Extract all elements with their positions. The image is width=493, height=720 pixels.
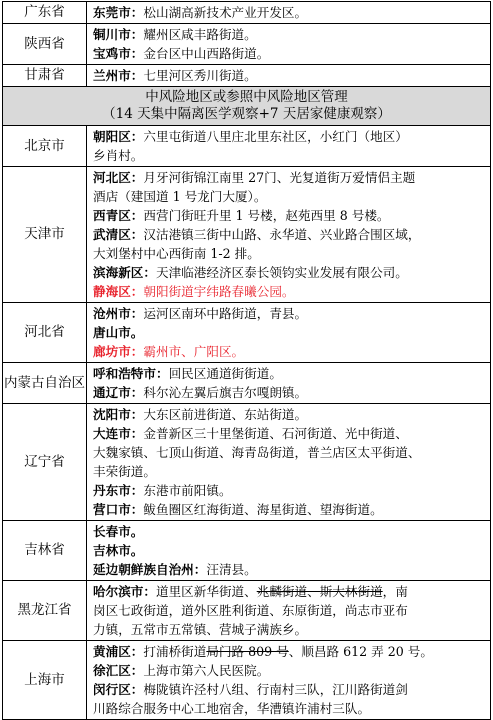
province-cell: 甘肃省 <box>3 65 87 87</box>
table-row <box>3 404 491 521</box>
area-text-struck: 兆麟街道、斯大林街道 <box>256 584 383 599</box>
province-cell: 内蒙古自治区 <box>3 363 87 404</box>
areas-cell <box>87 126 491 167</box>
area-text: 大东区前进街道、东站街道。 <box>143 407 308 422</box>
area-line: 大刘堡村中心西街南 1-2 排。 <box>93 246 260 261</box>
city-name: 沧州市： <box>93 306 144 321</box>
areas-cell <box>87 2 491 24</box>
areas-cell <box>87 521 491 581</box>
area-text-struck: 局门路 809 号 <box>206 644 289 659</box>
table-row <box>3 363 491 404</box>
area-text: 汉沽港镇三街中山路、永华道、兴业路合围区域， <box>143 227 421 242</box>
area-line: 乡肖村。 <box>93 148 144 163</box>
city-name: 闵行区： <box>93 682 144 697</box>
table-row <box>3 581 491 641</box>
area-line <box>93 263 484 282</box>
table-row <box>3 521 491 581</box>
area-text: 运河区南环中路街道，青县。 <box>143 306 308 321</box>
province-cell: 上海市 <box>3 641 87 720</box>
area-line: 川路综合服务中心工地宿舍，华漕镇许浦村三队。 <box>93 701 371 716</box>
area-line <box>93 225 484 244</box>
city-name: 兰州市： <box>93 68 144 83</box>
area-text: 鲅鱼圈区红海街道、海星街道、望海街道。 <box>143 502 383 517</box>
area-text: 金普新区三十里堡街道、石河街道、光中街道、 <box>143 426 408 441</box>
area-line <box>93 3 484 22</box>
province-cell: 陕西省 <box>3 24 87 65</box>
section-subtitle: （14 天集中隔离医学观察+7 天居家健康观察） <box>102 106 391 122</box>
city-name: 廊坊市： <box>93 344 144 359</box>
areas-cell <box>87 641 491 720</box>
city-name: 河北区： <box>93 170 144 185</box>
area-line: 力镇，五常市五常镇、营城子满族乡。 <box>93 622 308 637</box>
table-row <box>3 24 491 65</box>
city-name: 唐山市。 <box>93 325 144 340</box>
area-line <box>93 383 484 402</box>
city-name: 营口市： <box>93 502 144 517</box>
area-line <box>93 206 484 225</box>
area-line <box>93 500 484 519</box>
area-text: 、顺昌路 612 弄 20 号。 <box>288 644 433 659</box>
area-line: 岗区七政街道，道外区胜利街道、东原街道，尚志市亚布 <box>93 603 408 618</box>
area-line <box>93 522 484 541</box>
areas-cell <box>87 65 491 87</box>
province-cell: 北京市 <box>3 126 87 167</box>
city-name: 长春市。 <box>93 524 144 539</box>
risk-area-table <box>2 1 491 720</box>
area-text: 西营门街旺升里 1 号楼，赵苑西里 8 号楼。 <box>143 208 390 223</box>
area-text: 东港市前阳镇。 <box>143 483 232 498</box>
area-line <box>93 25 484 44</box>
area-text: 金台区中山西路街道。 <box>143 46 270 61</box>
area-text: 霸州市、广阳区。 <box>143 344 245 359</box>
table-row <box>3 641 491 720</box>
areas-cell <box>87 303 491 363</box>
areas-cell <box>87 24 491 65</box>
area-line: 丰荣街道。 <box>93 464 156 479</box>
area-line <box>93 168 484 187</box>
province-cell: 广东省 <box>3 2 87 24</box>
area-text: 松山湖高新技术产业开发区。 <box>143 5 308 20</box>
area-text: 科尔沁左翼后旗吉尔嘎朗镇。 <box>143 385 308 400</box>
city-name: 东莞市： <box>93 5 144 20</box>
area-line <box>93 582 484 601</box>
area-line <box>93 541 484 560</box>
city-name: 武清区： <box>93 227 144 242</box>
city-name: 丹东市： <box>93 483 144 498</box>
area-line-highlighted <box>93 342 484 361</box>
areas-cell <box>87 404 491 521</box>
area-text: 月牙河街锦江南里 27门、光复道街万爱情侣主题 <box>143 170 416 185</box>
city-name: 静海区： <box>93 284 144 299</box>
area-text: 上海市第六人民医院。 <box>143 663 270 678</box>
city-name: 西青区： <box>93 208 144 223</box>
area-text: 梅陇镇许泾村八组、行南村三队，江川路街道剑 <box>143 682 408 697</box>
city-name: 吉林市。 <box>93 543 144 558</box>
area-line: 酒店（建国道 1 号龙门大厦）。 <box>93 189 267 204</box>
area-text: 耀州区咸丰路街道。 <box>143 27 257 42</box>
province-cell: 天津市 <box>3 167 87 303</box>
area-line <box>93 481 484 500</box>
city-name: 铜川市： <box>93 27 144 42</box>
area-text: 道里区新华街道、 <box>155 584 257 599</box>
area-text: 六里屯街道八里庄北里东社区，小红门（地区） <box>143 129 408 144</box>
area-line <box>93 127 484 146</box>
city-name: 宝鸡市： <box>93 46 144 61</box>
table-row <box>3 65 491 87</box>
area-line <box>93 642 484 661</box>
area-text: 天津临港经济区泰长领钧实业发展有限公司。 <box>155 265 408 280</box>
areas-cell <box>87 581 491 641</box>
province-cell: 河北省 <box>3 303 87 363</box>
city-name: 大连市： <box>93 426 144 441</box>
city-name: 延边朝鲜族自治州： <box>93 562 207 577</box>
city-name: 朝阳区： <box>93 129 144 144</box>
city-name: 滨海新区： <box>93 265 156 280</box>
area-text: 朝阳街道宇纬路春曦公园。 <box>143 284 295 299</box>
area-line <box>93 661 484 680</box>
city-name: 黄浦区： <box>93 644 144 659</box>
table-row <box>3 2 491 24</box>
area-text: 七里河区秀川街道。 <box>143 68 257 83</box>
table-row <box>3 126 491 167</box>
city-name: 沈阳市： <box>93 407 144 422</box>
areas-cell <box>87 167 491 303</box>
area-line <box>93 304 484 323</box>
area-text: ，南 <box>382 584 408 599</box>
table-row <box>3 303 491 363</box>
area-text: 回民区通道街街道。 <box>168 366 282 381</box>
area-line <box>93 66 484 85</box>
area-line <box>93 44 484 63</box>
areas-cell <box>87 363 491 404</box>
section-header <box>3 87 491 126</box>
area-line: 大魏家镇、七顶山街道、海青岛街道，普兰店区太平街道、 <box>93 445 421 460</box>
area-line <box>93 405 484 424</box>
area-text: 打浦桥街道 <box>143 644 207 659</box>
area-line <box>93 560 484 579</box>
area-line-highlighted <box>93 282 484 301</box>
table-row <box>3 167 491 303</box>
area-text: 汪清县。 <box>206 562 257 577</box>
section-title: 中风险地区或参照中风险地区管理 <box>145 89 348 105</box>
city-name: 呼和浩特市： <box>93 366 169 381</box>
province-cell: 吉林省 <box>3 521 87 581</box>
section-header-row <box>3 87 491 126</box>
city-name: 徐汇区： <box>93 663 144 678</box>
city-name: 哈尔滨市： <box>93 584 156 599</box>
province-cell: 辽宁省 <box>3 404 87 521</box>
city-name: 通辽市： <box>93 385 144 400</box>
area-line <box>93 424 484 443</box>
area-line <box>93 364 484 383</box>
area-line <box>93 680 484 699</box>
area-line <box>93 323 484 342</box>
province-cell: 黑龙江省 <box>3 581 87 641</box>
